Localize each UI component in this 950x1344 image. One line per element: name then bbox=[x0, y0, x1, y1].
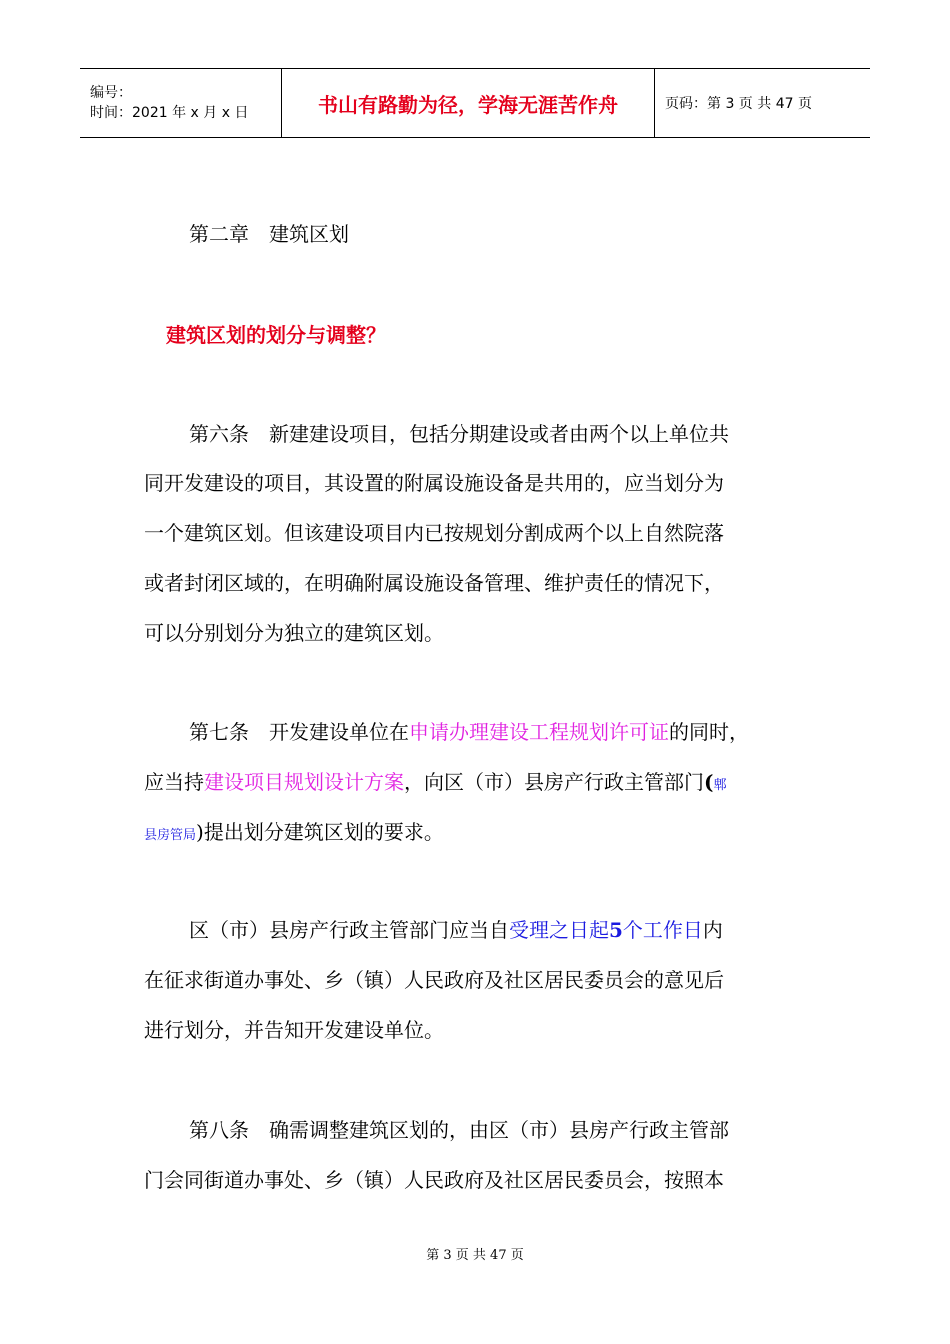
article-6-line-3: 一个建筑区划。但该建设项目内已按规划分割成两个以上自然院落 bbox=[144, 521, 724, 545]
article-6-line-5: 可以分别划分为独立的建筑区划。 bbox=[144, 621, 444, 645]
article-7-line-2 bbox=[144, 768, 726, 800]
motto-text: 书山有路勤为径，学海无涯苦作舟 bbox=[318, 92, 618, 117]
article-7-text: ，向区（市）县房产行政主管部门 bbox=[404, 770, 704, 794]
highlight-five: 5 bbox=[609, 918, 623, 942]
paragraph-3-line-2: 在征求街道办事处、乡（镇）人民政府及社区居民委员会的意见后 bbox=[144, 968, 724, 992]
paragraph-3-line-3: 进行划分，并告知开发建设单位。 bbox=[144, 1018, 444, 1042]
article-7-line-1 bbox=[189, 718, 749, 746]
document-header bbox=[80, 68, 870, 138]
header-page-info bbox=[655, 69, 870, 137]
number-label: 编号： bbox=[90, 85, 132, 101]
page-footer: 第 3 页 共 47 页 bbox=[426, 1248, 524, 1263]
article-6-line-1: 第六条 新建建设项目，包括分期建设或者由两个以上单位共 bbox=[189, 422, 729, 446]
article-8-line-2: 门会同街道办事处、乡（镇）人民政府及社区居民委员会，按照本 bbox=[144, 1168, 724, 1192]
article-7-text: 第七条 开发建设单位在 bbox=[189, 720, 409, 744]
article-7-text: 应当持 bbox=[144, 770, 204, 794]
chapter-title: 第二章 建筑区划 bbox=[189, 222, 349, 246]
paren-open: ( bbox=[704, 770, 714, 794]
article-7-text: 的同时， bbox=[669, 720, 749, 744]
highlight-permit: 申请办理建设工程规划许可证 bbox=[409, 720, 669, 744]
paragraph-3-text: 区（市）县房产行政主管部门应当自 bbox=[189, 918, 509, 942]
date-label: 时间：2021 年 x 月 x 日 bbox=[90, 105, 249, 121]
paragraph-3-text: 内 bbox=[702, 918, 723, 942]
header-meta bbox=[80, 69, 282, 137]
highlight-workdays: 个工作日 bbox=[622, 918, 703, 942]
paragraph-3-line-1 bbox=[189, 916, 723, 944]
article-7-text: )提出划分建筑区划的要求。 bbox=[196, 820, 444, 844]
highlight-plan: 建设项目规划设计方案 bbox=[204, 770, 404, 794]
page-info-text: 页码：第 3 页 共 47 页 bbox=[665, 96, 812, 112]
article-6-line-2: 同开发建设的项目，其设置的附属设施设备是共用的，应当划分为 bbox=[144, 471, 724, 495]
note-pi: 郫 bbox=[713, 778, 727, 793]
header-motto bbox=[282, 69, 655, 137]
note-housing-bureau: 县房管局 bbox=[144, 828, 197, 843]
article-6-line-4: 或者封闭区域的，在明确附属设施设备管理、维护责任的情况下， bbox=[144, 571, 724, 595]
article-8-line-1: 第八条 确需调整建筑区划的，由区（市）县房产行政主管部 bbox=[189, 1118, 729, 1142]
highlight-accept: 受理之日起 bbox=[509, 918, 609, 942]
article-7-line-3 bbox=[144, 818, 444, 850]
section-question: 建筑区划的划分与调整？ bbox=[166, 323, 386, 347]
